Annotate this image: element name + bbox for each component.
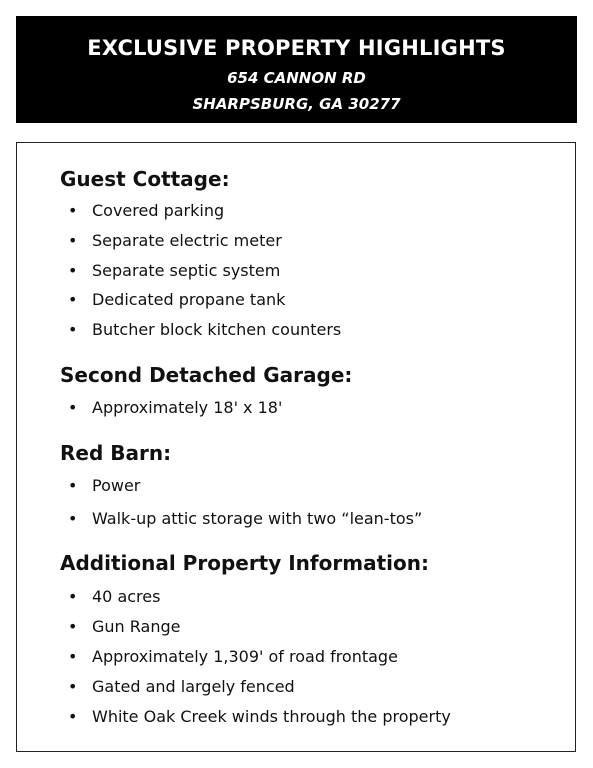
list-item: Walk-up attic storage with two “lean-tos”	[92, 509, 423, 528]
list-item: White Oak Creek winds through the property	[92, 707, 451, 726]
bullet-icon: •	[68, 617, 78, 636]
list-item: Approximately 1,309' of road frontage	[92, 647, 398, 666]
address-street: 654 CANNON RD	[227, 69, 366, 87]
bullet-icon: •	[68, 201, 78, 220]
page-title: EXCLUSIVE PROPERTY HIGHLIGHTS	[87, 36, 506, 60]
section-title-additional-info: Additional Property Information:	[60, 551, 429, 575]
bullet-icon: •	[68, 476, 78, 495]
bullet-icon: •	[68, 509, 78, 528]
bullet-icon: •	[68, 261, 78, 280]
bullet-icon: •	[68, 231, 78, 250]
header-banner	[16, 16, 577, 123]
list-item: Dedicated propane tank	[92, 290, 286, 309]
bullet-icon: •	[68, 290, 78, 309]
bullet-icon: •	[68, 707, 78, 726]
list-item: Power	[92, 476, 141, 495]
list-item: Separate septic system	[92, 261, 281, 280]
list-item: Gun Range	[92, 617, 181, 636]
list-item: Separate electric meter	[92, 231, 282, 250]
section-title-guest-cottage: Guest Cottage:	[60, 167, 230, 191]
list-item: Butcher block kitchen counters	[92, 320, 342, 339]
bullet-icon: •	[68, 587, 78, 606]
bullet-icon: •	[68, 677, 78, 696]
bullet-icon: •	[68, 398, 78, 417]
list-item: Covered parking	[92, 201, 225, 220]
section-title-second-detached-garage: Second Detached Garage:	[60, 363, 353, 387]
list-item: Approximately 18' x 18'	[92, 398, 283, 417]
list-item: 40 acres	[92, 587, 161, 606]
section-title-red-barn: Red Barn:	[60, 441, 172, 465]
address-city: SHARPSBURG, GA 30277	[192, 95, 401, 113]
list-item: Gated and largely fenced	[92, 677, 295, 696]
bullet-icon: •	[68, 320, 78, 339]
bullet-icon: •	[68, 647, 78, 666]
highlights-box	[16, 142, 576, 752]
